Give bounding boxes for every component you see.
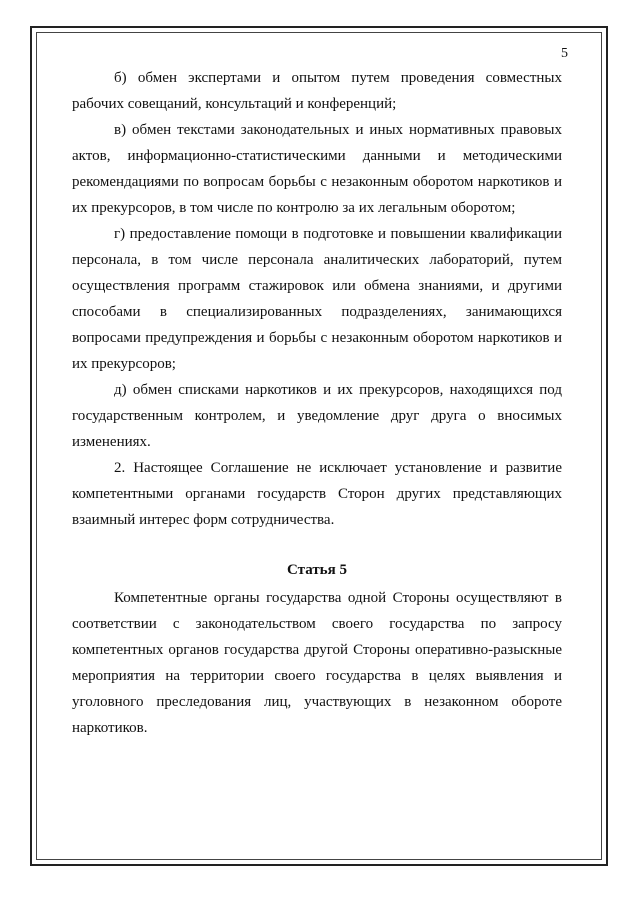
paragraph-v: в) обмен текстами законодательных и иных нормативных правовых актов, информационно-статистическими данными и методическими рекомендациями по вопросам борьбы с незаконным оборотом наркотиков и их прекурсоров, в том числе по контролю за их легальным оборотом; xyxy=(72,122,562,216)
paragraph-d: д) обмен списками наркотиков и их прекурсоров, находящихся под государственным контролем, и уведомление друг друга о вносимых изменениях. xyxy=(72,382,562,450)
article-text: Компетентные органы государства одной Стороны осуществляют в соответствии с законодательством своего государства по запросу компетентных органов государства другой Стороны оперативно-разыскные мероприятия на территории своего государства в целях выявления и уголовного преследования лиц, участвующих в незаконном обороте наркотиков. xyxy=(72,590,562,736)
paragraph-g: г) предоставление помощи в подготовке и повышении квалификации персонала, в том числе персонала аналитических лабораторий, путем осуществления программ стажировок или обмена знаниями, и другими способами в специализированных подразделениях, занимающихся вопросами предупреждения и борьбы с незаконным оборотом наркотиков и их прекурсоров; xyxy=(72,226,562,372)
document-body xyxy=(72,65,562,741)
article-heading: Статья 5 xyxy=(287,562,347,578)
paragraph-2: 2. Настоящее Соглашение не исключает установление и развитие компетентными органами государств Сторон других представляющих взаимный интерес форм сотрудничества. xyxy=(72,460,562,528)
paragraph-b: б) обмен экспертами и опытом путем проведения совместных рабочих совещаний, консультаций и конференций; xyxy=(72,70,562,112)
page-number: 5 xyxy=(561,46,568,61)
